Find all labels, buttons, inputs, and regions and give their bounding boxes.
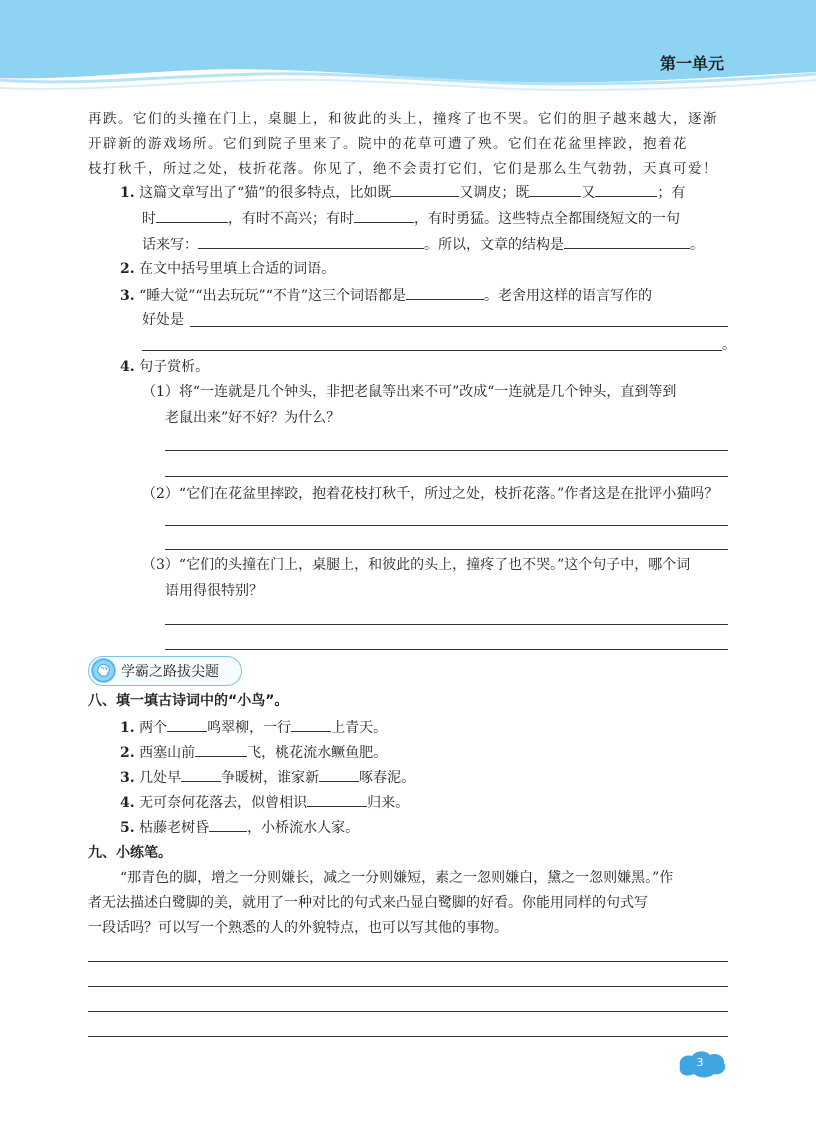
question-number: 2. <box>120 261 135 277</box>
answer-line[interactable] <box>165 649 728 650</box>
section-9-para-line-2: 者无法描述白鹭脚的美，就用了一种对比的句式来凸显白鹭脚的好看。你能用同样的句式写 <box>88 895 648 911</box>
question-4-sub-3-line-1: （3）“它们的头撞在门上，桌腿上，和彼此的头上，撞疼了也不哭。”这个句子中，哪个词 <box>142 557 691 573</box>
answer-line[interactable] <box>142 350 722 351</box>
question-3-line-2 <box>142 310 184 330</box>
answer-blank[interactable] <box>529 182 581 197</box>
question-1-line-3 <box>142 234 704 255</box>
writing-line[interactable] <box>88 961 728 962</box>
question-text: 在文中括号里填上合适的词语。 <box>139 261 336 277</box>
section-badge <box>88 656 242 686</box>
unit-title: 第一单元 <box>659 54 724 73</box>
poem-item-2 <box>120 742 387 763</box>
item-number: 1. <box>120 720 135 736</box>
writing-line[interactable] <box>88 1036 728 1037</box>
item-text: 两个 <box>139 720 168 736</box>
answer-line[interactable] <box>165 624 728 625</box>
question-number: 1. <box>120 185 135 201</box>
writing-line[interactable] <box>88 986 728 987</box>
poem-item-5 <box>120 817 359 838</box>
poem-item-1 <box>120 717 387 738</box>
answer-line[interactable] <box>190 326 728 327</box>
question-text: 又调皮；既 <box>459 185 530 201</box>
answer-blank[interactable] <box>167 717 207 732</box>
question-1-line-2 <box>142 208 680 229</box>
badge-label: 学霸之路拔尖题 <box>121 664 219 680</box>
question-number: 4. <box>120 359 135 375</box>
header-banner <box>0 0 816 95</box>
section-9-para-line-1: “那青色的脚，增之一分则嫌长，减之一分则嫌短，素之一忽则嫌白，黛之一忽则嫌黑。”作 <box>120 870 674 886</box>
question-text: ，有时勇猛。这些特点全都围绕短文的一句 <box>414 211 680 227</box>
question-4-title <box>120 357 209 377</box>
passage-line-1: 再跌。它们的头撞在门上，桌腿上，和彼此的头上，撞疼了也不哭。它们的胆子越来越大，逐渐 <box>88 111 718 127</box>
question-text: 句子赏析。 <box>139 359 210 375</box>
answer-blank[interactable] <box>319 767 359 782</box>
question-text: ，有时不高兴；有时 <box>228 211 354 227</box>
question-2 <box>120 259 335 279</box>
answer-blank[interactable] <box>354 208 414 223</box>
item-text: 归来。 <box>367 795 410 811</box>
passage-line-2: 开辟新的游戏场所。它们到院子里来了。院中的花草可遭了殃。它们在花盆里摔跤，抱着花 <box>88 136 688 152</box>
item-number: 2. <box>120 745 135 761</box>
answer-blank[interactable] <box>209 817 247 832</box>
answer-blank[interactable] <box>156 208 228 223</box>
answer-blank[interactable] <box>307 792 367 807</box>
brain-icon <box>91 658 116 683</box>
answer-blank[interactable] <box>198 234 424 249</box>
question-text: 。 <box>690 237 704 253</box>
question-text: ；有 <box>657 185 686 201</box>
item-text: 无可奈何花落去，似曾相识 <box>139 795 308 811</box>
item-number: 3. <box>120 770 135 786</box>
question-text: “睡大觉”“出去玩玩”“不肯”这三个词语都是 <box>139 288 407 304</box>
item-number: 4. <box>120 795 135 811</box>
question-4-sub-1-line-1: （1）将“一连就是几个钟头，非把老鼠等出来不可”改成“一连就是几个钟头，直到等到 <box>142 384 677 400</box>
question-text: 时 <box>142 211 156 227</box>
page-number: 3 <box>696 1056 704 1069</box>
question-text: 好处是 <box>142 312 184 328</box>
question-3-end: 。 <box>722 337 736 353</box>
item-text: 枯藤老树昏 <box>139 820 210 836</box>
question-4-sub-2: （2）“它们在花盆里摔跤，抱着花枝打秋千，所过之处，枝折花落。”作者这是在批评小猫吗？ <box>142 486 719 502</box>
item-text: 飞，桃花流水鳜鱼肥。 <box>247 745 388 761</box>
item-text: 啄春泥。 <box>359 770 416 786</box>
question-text: 。老舍用这样的语言写作的 <box>484 288 653 304</box>
poem-item-3 <box>120 767 415 788</box>
question-text: 。所以，文章的结构是 <box>424 237 564 253</box>
answer-blank[interactable] <box>195 742 247 757</box>
question-text: 话来写： <box>142 237 198 253</box>
item-text: ，小桥流水人家。 <box>247 820 360 836</box>
answer-blank[interactable] <box>391 182 459 197</box>
poem-item-4 <box>120 792 409 813</box>
writing-line[interactable] <box>88 1011 728 1012</box>
question-text: 又 <box>581 185 596 201</box>
question-number: 3. <box>120 288 135 304</box>
section-9-para-line-3: 一段话吗？可以写一个熟悉的人的外貌特点，也可以写其他的事物。 <box>88 920 508 936</box>
answer-line[interactable] <box>165 525 728 526</box>
question-3-line-1 <box>120 285 652 306</box>
passage-line-3: 枝打秋千，所过之处，枝折花落。你见了，绝不会责打它们，它们是那么生气勃勃，天真可爱！ <box>88 161 718 177</box>
section-9-title: 九、小练笔。 <box>88 845 172 861</box>
item-text: 鸣翠柳，一行 <box>207 720 292 736</box>
answer-line[interactable] <box>165 476 728 477</box>
answer-line[interactable] <box>165 549 728 550</box>
item-number: 5. <box>120 820 135 836</box>
answer-blank[interactable] <box>291 717 331 732</box>
item-text: 争暖树，谁家新 <box>221 770 320 786</box>
question-4-sub-3-line-2: 语用得很特别？ <box>165 583 263 599</box>
item-text: 几处早 <box>139 770 182 786</box>
answer-blank[interactable] <box>595 182 657 197</box>
question-text: 这篇文章写出了“猫”的很多特点，比如既 <box>139 185 392 201</box>
item-text: 西塞山前 <box>139 745 196 761</box>
answer-blank[interactable] <box>564 234 690 249</box>
question-1-line-1 <box>120 182 685 203</box>
answer-blank[interactable] <box>406 285 484 300</box>
answer-blank[interactable] <box>181 767 221 782</box>
section-8-title: 八、填一填古诗词中的“小鸟”。 <box>88 693 289 709</box>
header-wave <box>0 0 816 95</box>
question-4-sub-1-line-2: 老鼠出来”好不好？为什么？ <box>165 410 341 426</box>
answer-line[interactable] <box>165 450 728 451</box>
item-text: 上青天。 <box>331 720 388 736</box>
